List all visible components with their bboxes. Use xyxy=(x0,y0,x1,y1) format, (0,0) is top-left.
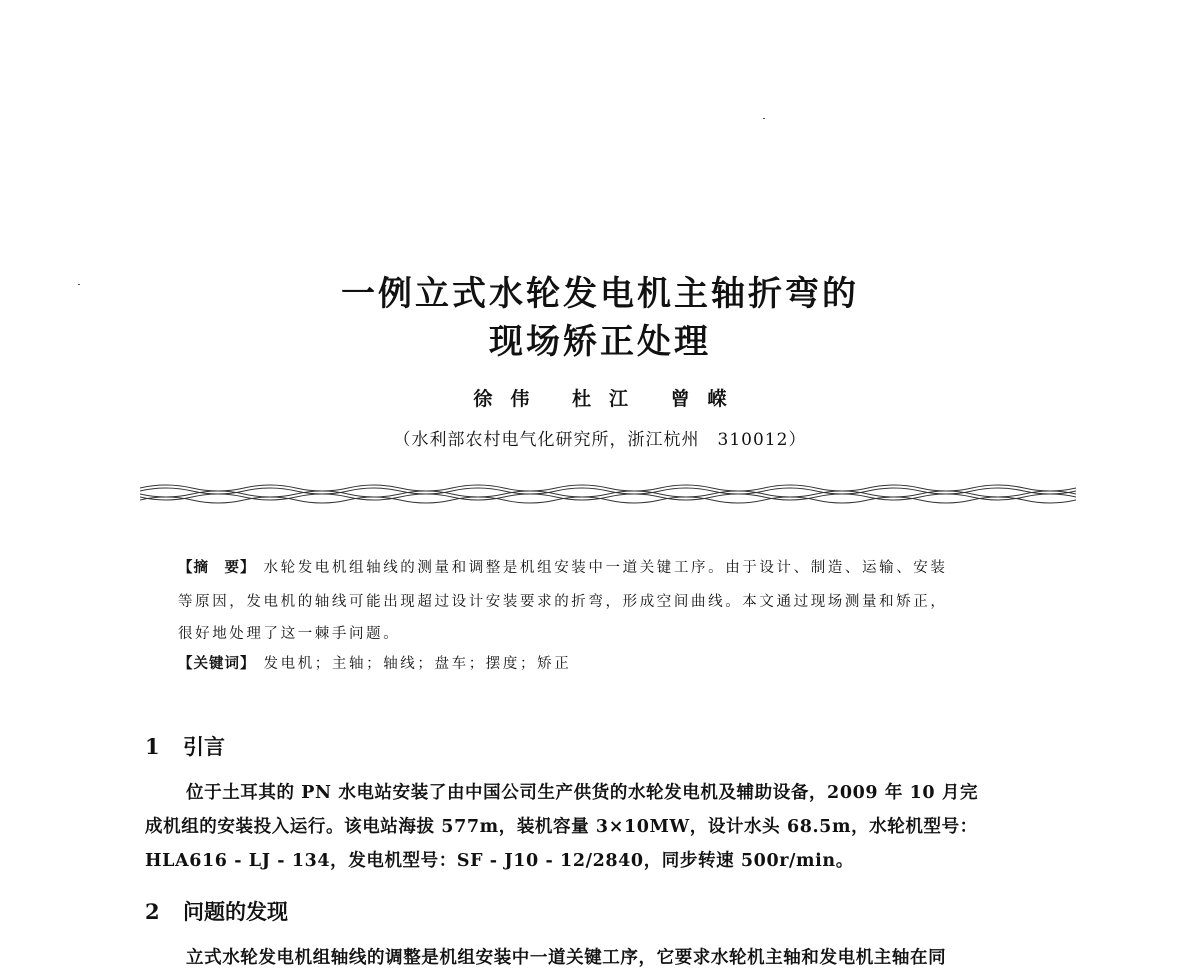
section-number: 2 xyxy=(145,899,160,924)
keywords-text: 发电机；主轴；轴线；盘车；摆度；矫正 xyxy=(263,656,572,672)
abstract-label: 【摘 要】 xyxy=(178,559,256,576)
section-number: 1 xyxy=(145,734,160,759)
paper-title-line-1: 一例立式水轮发电机主轴折弯的 xyxy=(341,274,859,314)
section-heading xyxy=(145,896,288,926)
section-title: 引言 xyxy=(183,735,225,759)
section-heading xyxy=(145,731,225,761)
body-text-line: 成机组的安装投入运行。该电站海拔 577m，装机容量 3×10MW，设计水头 68.5m，水轮机型号： xyxy=(145,817,978,837)
keywords-line xyxy=(178,652,1048,673)
author-list: 徐伟 杜江 曾嵘 xyxy=(473,388,745,410)
section-title: 问题的发现 xyxy=(183,900,288,924)
abstract-line xyxy=(178,556,1048,577)
body-text-line: HLA616 - LJ - 134，发电机型号：SF - J10 - 12/2840，同步转速 500r/min。 xyxy=(145,851,854,871)
abstract-text: 水轮发电机组轴线的测量和调整是机组安装中一道关键工序。由于设计、制造、运输、安装 xyxy=(263,560,948,576)
affiliation: （水利部农村电气化研究所，浙江杭州 310012） xyxy=(393,430,807,450)
paper-title-line-2: 现场矫正处理 xyxy=(489,322,711,362)
abstract-text: 很好地处理了这一棘手问题。 xyxy=(178,626,401,642)
body-text-line: 位于土耳其的 PN 水电站安装了由中国公司生产供货的水轮发电机及辅助设备，2009 年 10 月完 xyxy=(186,783,979,803)
body-text-line: 立式水轮发电机组轴线的调整是机组安装中一道关键工序，它要求水轮机主轴和发电机主轴在同 xyxy=(186,948,947,968)
abstract-text: 等原因，发电机的轴线可能出现超过设计安装要求的折弯，形成空间曲线。本文通过现场测量和矫正， xyxy=(178,594,948,610)
keywords-label: 【关键词】 xyxy=(178,655,256,672)
scan-speck xyxy=(763,118,765,119)
decorative-wave-divider xyxy=(140,478,1076,508)
